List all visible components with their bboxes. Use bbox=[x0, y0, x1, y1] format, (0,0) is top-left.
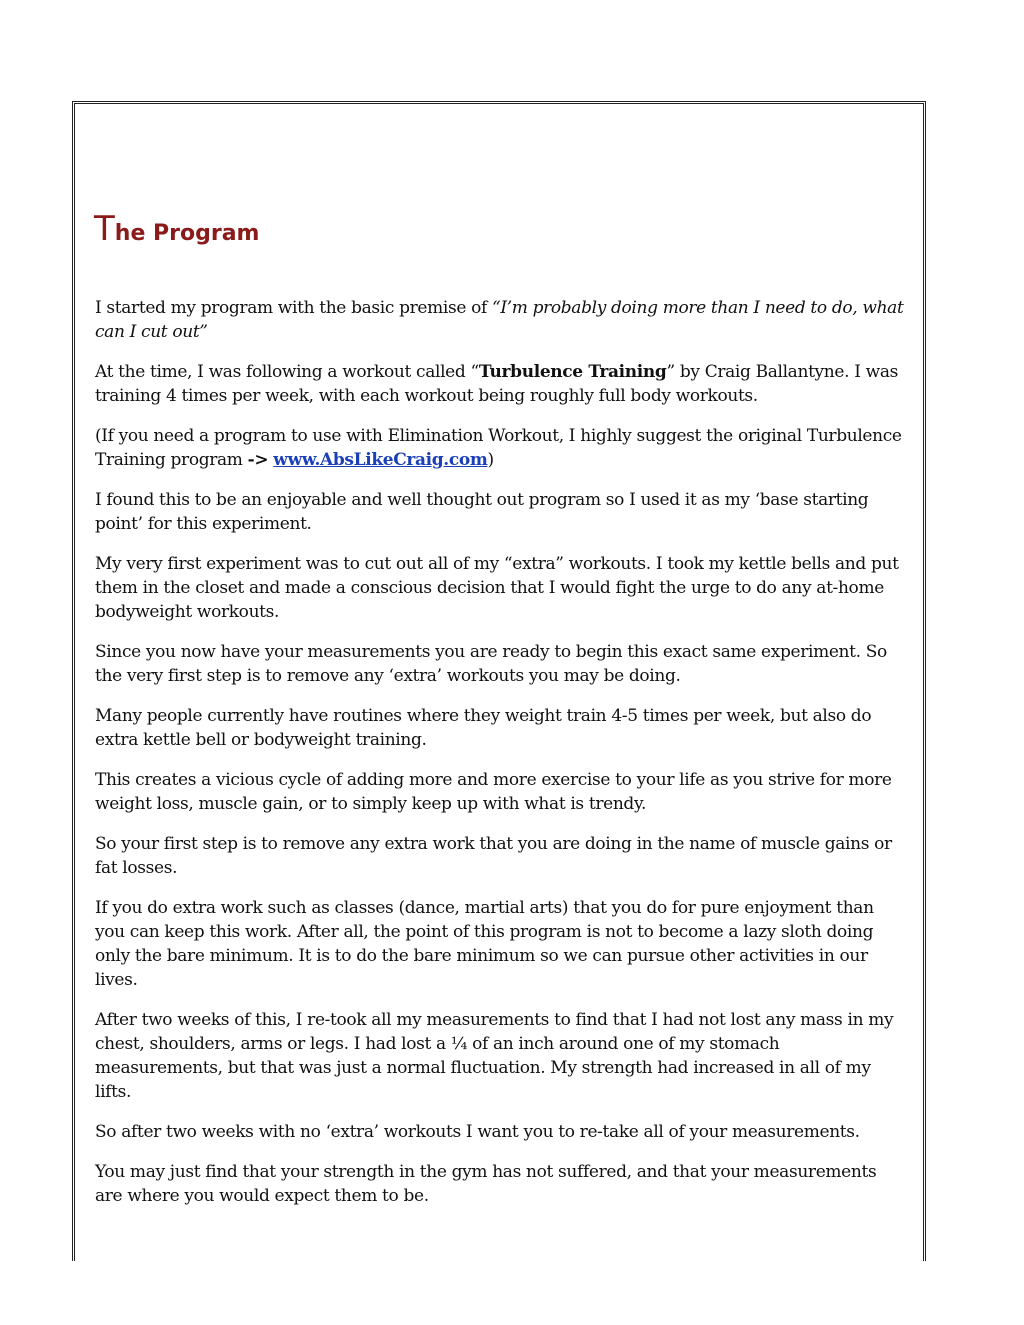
premise-quote: “I’m probably doing more than I need to do, what can I cut out” bbox=[95, 298, 904, 342]
paragraph-premise bbox=[95, 296, 907, 344]
heading-drop-cap: T bbox=[94, 209, 115, 249]
paragraph-vicious-cycle: This creates a vicious cycle of adding more and more exercise to your life as you strive for more weight loss, muscle gain, or to simply keep up with what is trendy. bbox=[95, 770, 892, 814]
arrow-text: -> bbox=[247, 450, 269, 470]
workout-name: Turbulence Training bbox=[478, 362, 667, 382]
paragraph-extra-classes: If you do extra work such as classes (dance, martial arts) that you do for pure enjoyment than you can keep this work. After all, the point of this program is not to become a lazy sloth doing only the bare minimum. It is to do the bare minimum so we can pursue other activities in our lives. bbox=[95, 898, 874, 990]
paragraph-retake: So after two weeks with no ‘extra’ workouts I want you to re-take all of your measurements. bbox=[95, 1122, 860, 1142]
document-body bbox=[95, 296, 907, 1224]
paragraph-first-step: So your first step is to remove any extra work that you are doing in the name of muscle gains or fat losses. bbox=[95, 834, 892, 878]
section-heading bbox=[94, 209, 260, 249]
abslikecraig-link[interactable]: www.AbsLikeCraig.com bbox=[273, 450, 488, 470]
workout-text-a: At the time, I was following a workout called “ bbox=[95, 362, 479, 382]
paragraph-measurements: Since you now have your measurements you are ready to begin this exact same experiment. So the very first step is to remove any ‘extra’ workouts you may be doing. bbox=[95, 642, 887, 686]
premise-lead-text: I started my program with the basic premise of bbox=[95, 298, 492, 318]
paragraph-routines: Many people currently have routines where they weight train 4-5 times per week, but also do extra kettle bell or bodyweight training. bbox=[95, 706, 872, 750]
recommendation-text: (If you need a program to use with Elimination Workout, I highly suggest the original Turbulence Training program bbox=[95, 426, 902, 470]
paragraph-conclusion: You may just find that your strength in the gym has not suffered, and that your measurements are where you would expect them to be. bbox=[95, 1162, 877, 1206]
paragraph-workout bbox=[95, 360, 907, 408]
paragraph-results: After two weeks of this, I re-took all my measurements to find that I had not lost any mass in my chest, shoulders, arms or legs. I had lost a ¼ of an inch around one of my stomach measurements, but that was just a normal fluctuation. My strength had increased in all of my lifts. bbox=[95, 1010, 894, 1102]
heading-text: he Program bbox=[114, 221, 260, 246]
paragraph-recommendation bbox=[95, 424, 907, 472]
recommendation-close: ) bbox=[487, 450, 494, 470]
paragraph-base-point: I found this to be an enjoyable and well thought out program so I used it as my ‘base starting point’ for this experiment. bbox=[95, 490, 869, 534]
workout-text-b: ” by Craig Ballantyne. I was training 4 times per week, with each workout being roughly full body workouts. bbox=[95, 362, 898, 406]
paragraph-first-experiment: My very first experiment was to cut out all of my “extra” workouts. I took my kettle bells and put them in the closet and made a conscious decision that I would fight the urge to do any at-home bodyweight workouts. bbox=[95, 554, 899, 622]
